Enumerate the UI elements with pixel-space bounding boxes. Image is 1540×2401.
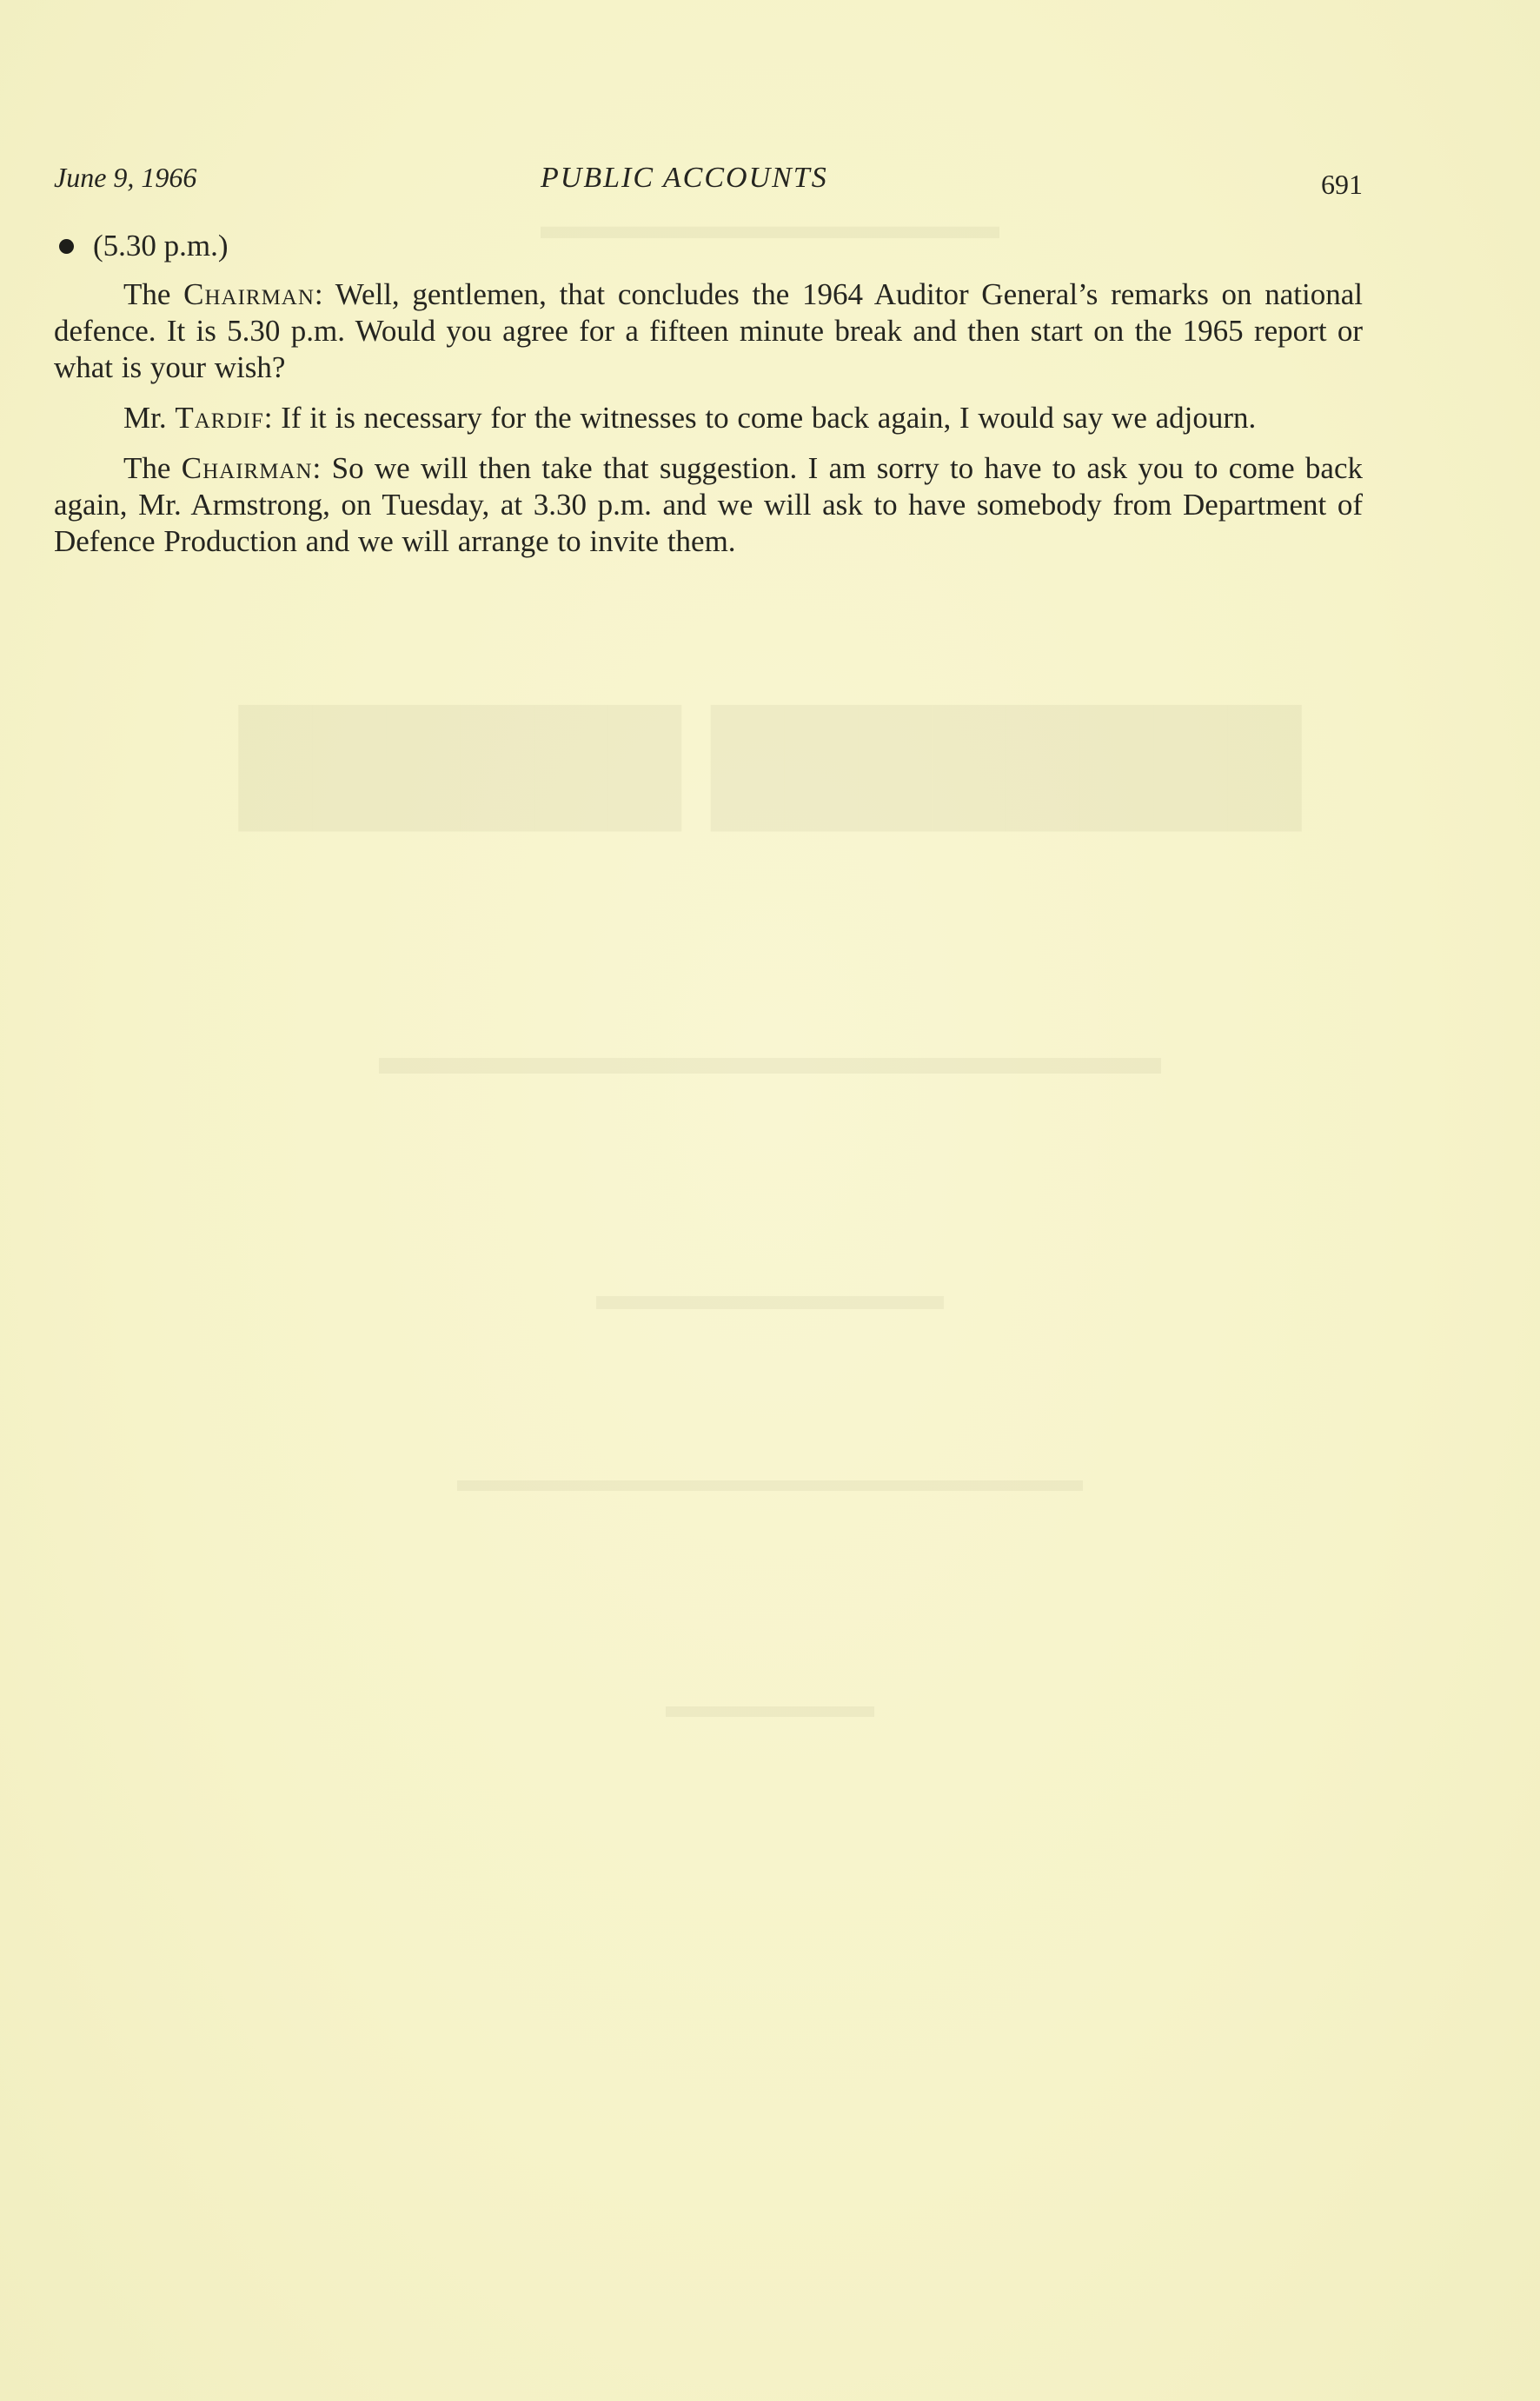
speaker-prefix: Mr. [123,401,176,435]
transcript-body [54,228,1363,574]
bullet-icon [59,239,74,254]
speaker-name: Tardif [175,401,264,435]
time-marker-text: (5.30 p.m.) [93,229,229,263]
paragraph-chairman-2 [54,450,1363,560]
header-date: June 9, 1966 [54,162,197,193]
running-header [54,156,1363,200]
paragraph-text: : So we will then take that suggestion. I am sorry to have to ask you to come back again, Mr. Armstrong, on Tuesday, at 3.30 p.m. and we will ask to have somebody from Department of Defence Production and we will arrange to invite them. [54,451,1364,558]
header-title: PUBLIC ACCOUNTS [541,162,828,194]
speaker-name: Chairman [181,451,313,485]
paragraph-text: : Well, gentlemen, that concludes the 1964 Auditor General’s remarks on national defence. It is 5.30 p.m. Would you agree for a fifteen minute break and then start on the 1965 report or what is your wish? [54,277,1363,384]
speaker-prefix: The [123,277,184,311]
speaker-name: Chairman [183,277,315,311]
paragraph-tardif [54,400,1363,436]
time-marker [54,228,1363,264]
paragraph-text: : If it is necessary for the witnesses to come back again, I would say we adjourn. [263,401,1257,435]
page-number: 691 [1321,169,1363,200]
speaker-prefix: The [123,451,182,485]
paragraph-chairman-1 [54,276,1363,386]
